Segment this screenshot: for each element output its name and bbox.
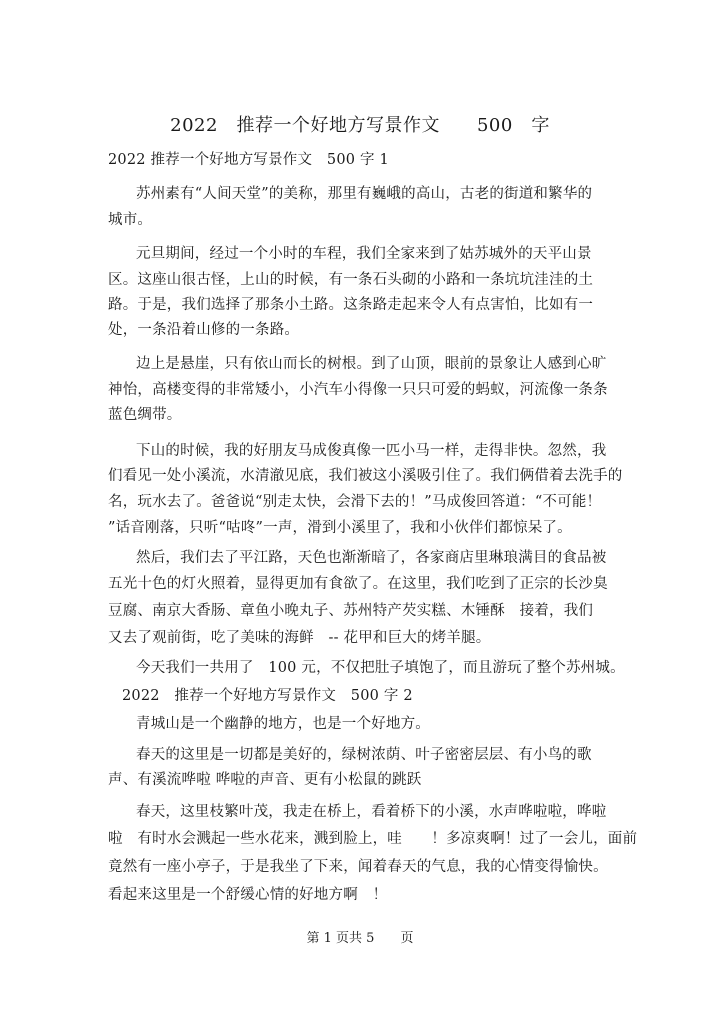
paragraph-line: 神怡，高楼变得的非常矮小，小汽车小得像一只只可爱的蚂蚁，河流像一条条 [108,382,608,398]
paragraph-line: 路。于是，我们选择了那条小土路。这条路走起来令人有点害怕，比如有一 [108,297,594,313]
paragraph-line: 又去了观前街，吃了美味的海鲜 -- 花甲和巨大的烤羊腿。 [108,630,491,646]
paragraph-line: 区。这座山很古怪，上山的时候，有一条石头砌的小路和一条坑坑洼洼的土 [108,272,594,288]
paragraph-line: 春天的这里是一切都是美好的，绿树浓荫、叶子密密层层、有小鸟的歌 [136,747,592,763]
section-heading-1: 2022 推荐一个好地方写景作文 500 字 1 [108,152,389,168]
paragraph-line: 处，一条沿着山修的一条路。 [108,322,300,338]
page-footer: 第 1 页共 5 页 [306,931,414,946]
paragraph-line: 下山的时候，我的好朋友马成俊真像一匹小马一样，走得非快。忽然，我 [136,443,607,459]
paragraph-line: 然后，我们去了平江路，天色也渐渐暗了，各家商店里琳琅满目的食品被 [136,550,607,566]
paragraph-line: 声、有溪流哗啦 哗啦的声音、更有小松鼠的跳跃 [108,772,422,788]
paragraph-line: 蓝色绸带。 [108,407,182,423]
paragraph-line: ”话音刚落，只听“咕咚”一声，滑到小溪里了，我和小伙伴们都惊呆了。 [108,520,572,536]
paragraph-line: 豆腐、南京大香肠、章鱼小晚丸子、苏州特产芡实糕、木锤酥 接着，我们 [108,603,594,619]
paragraph-line: 看起来这里是一个舒缓心情的好地方啊 ！ [108,887,388,903]
paragraph-line: 名，玩水去了。爸爸说“别走太快，会滑下去的！”马成俊回答道：“不可能！ [108,494,602,510]
paragraph-line: 五光十色的灯火照着，显得更加有食欲了。在这里，我们吃到了正宗的长沙臭 [108,576,608,592]
paragraph-line: 竟然有一座小亭子，于是我坐了下来，闻着春天的气息，我的心情变得愉快。 [108,859,608,875]
paragraph-line: 今天我们一共用了 100 元，不仅把肚子填饱了，而且游玩了整个苏州城。 [136,660,625,676]
paragraph-line: 青城山是一个幽静的地方，也是一个好地方。 [136,716,430,732]
paragraph-line: 们看见一处小溪流，水清澈见底，我们被这小溪吸引住了。我们俩借着去洗手的 [108,468,623,484]
paragraph-line: 啦 有时水会溅起一些水花来，溅到脸上，哇 ！多凉爽啊！过了一会儿，面前 [108,831,638,847]
paragraph-line: 城市。 [108,212,153,228]
paragraph-line: 元旦期间，经过一个小时的车程，我们全家来到了姑苏城外的天平山景 [136,246,592,262]
section-heading-2: 2022 推荐一个好地方写景作文 500 字 2 [122,688,413,704]
paragraph-line: 边上是悬崖，只有依山而长的树根。到了山顶，眼前的景象让人感到心旷 [136,356,607,372]
paragraph-line: 春天，这里枝繁叶茂，我走在桥上，看着桥下的小溪，水声哗啦啦，哗啦 [136,804,607,820]
paragraph-line: 苏州素有“人间天堂”的美称，那里有巍峨的高山，古老的街道和繁华的 [136,186,593,202]
document-title: 2022 推荐一个好地方写景作文 500 字 [170,115,550,136]
